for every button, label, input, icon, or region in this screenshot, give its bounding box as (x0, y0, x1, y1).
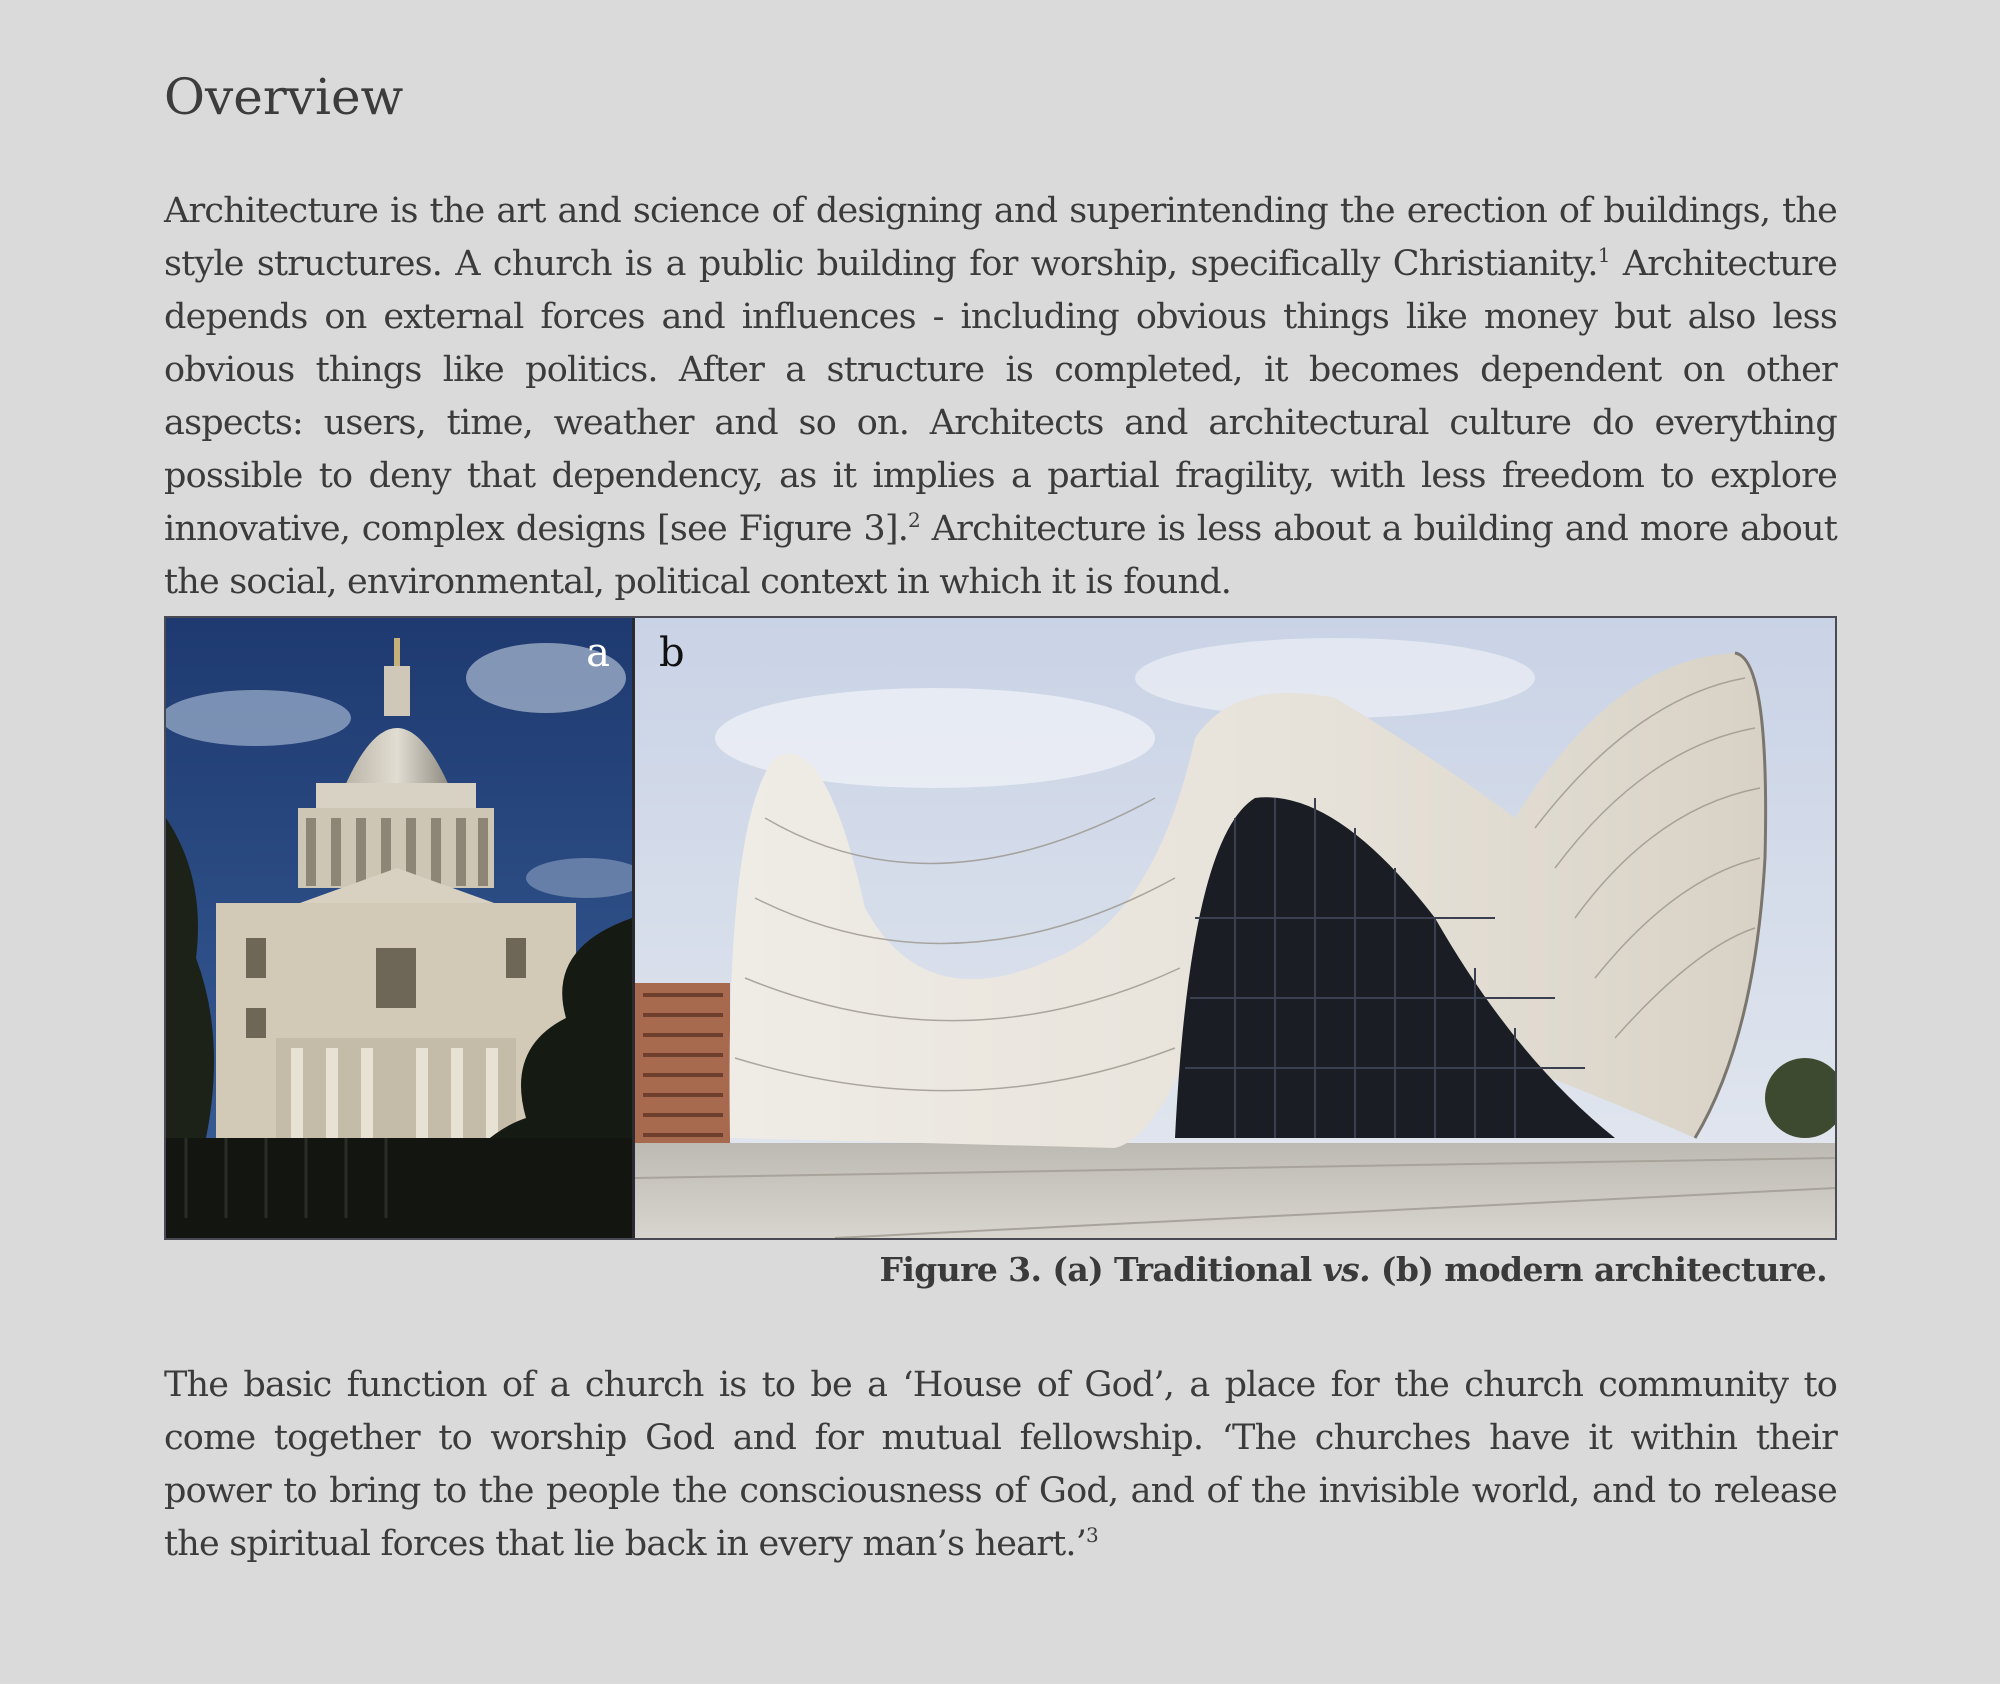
paragraph-text: Architecture is less about a building and more about the social, environmental, political context in which it is found. (164, 509, 1838, 602)
overview-paragraph (164, 185, 1837, 609)
caption-text: Figure 3. (a) Traditional (879, 1250, 1323, 1289)
document-page (164, 0, 1837, 1684)
traditional-church-image (166, 618, 632, 1238)
paragraph-text: The basic function of a church is to be a ‘House of God’, a place for the church community to come together to worship God and for mutual fellowship. ‘The churches have it within their power to bring to the people the consciousness of God, and of the invisible world, and to release the spiritual forces that lie back in every man’s heart.’ (164, 1365, 1837, 1564)
figure-caption (879, 1250, 1827, 1289)
caption-vs: vs. (1322, 1250, 1371, 1289)
figure-panel-a (166, 618, 635, 1238)
figure-3 (164, 616, 1837, 1240)
panel-label-a: a (586, 630, 610, 676)
panel-label-b: b (659, 630, 685, 676)
paragraph-text: Architecture is the art and science of designing and superintending the erection of buildings, the style structures. A church is a public building for worship, specifically Christianity. (164, 191, 1837, 284)
function-paragraph (164, 1359, 1837, 1571)
footnote-ref-1[interactable]: 1 (1597, 243, 1610, 267)
figure-panel-b (635, 618, 1835, 1238)
paragraph-text: Architecture depends on external forces and influences - including obvious things like money but also less obvious things like politics. After a structure is completed, it becomes dependent on other aspects: users, time, weather and so on. Architects and architectural culture do everything possible to deny that dependency, as it implies a partial fragility, with less freedom to explore innovative, complex designs [see Figure 3]. (164, 244, 1837, 549)
section-heading: Overview (164, 68, 404, 126)
footnote-ref-2[interactable]: 2 (908, 508, 920, 532)
footnote-ref-3[interactable]: 3 (1086, 1523, 1098, 1547)
caption-text: (b) modern architecture. (1370, 1250, 1827, 1289)
modern-building-image (635, 618, 1835, 1238)
